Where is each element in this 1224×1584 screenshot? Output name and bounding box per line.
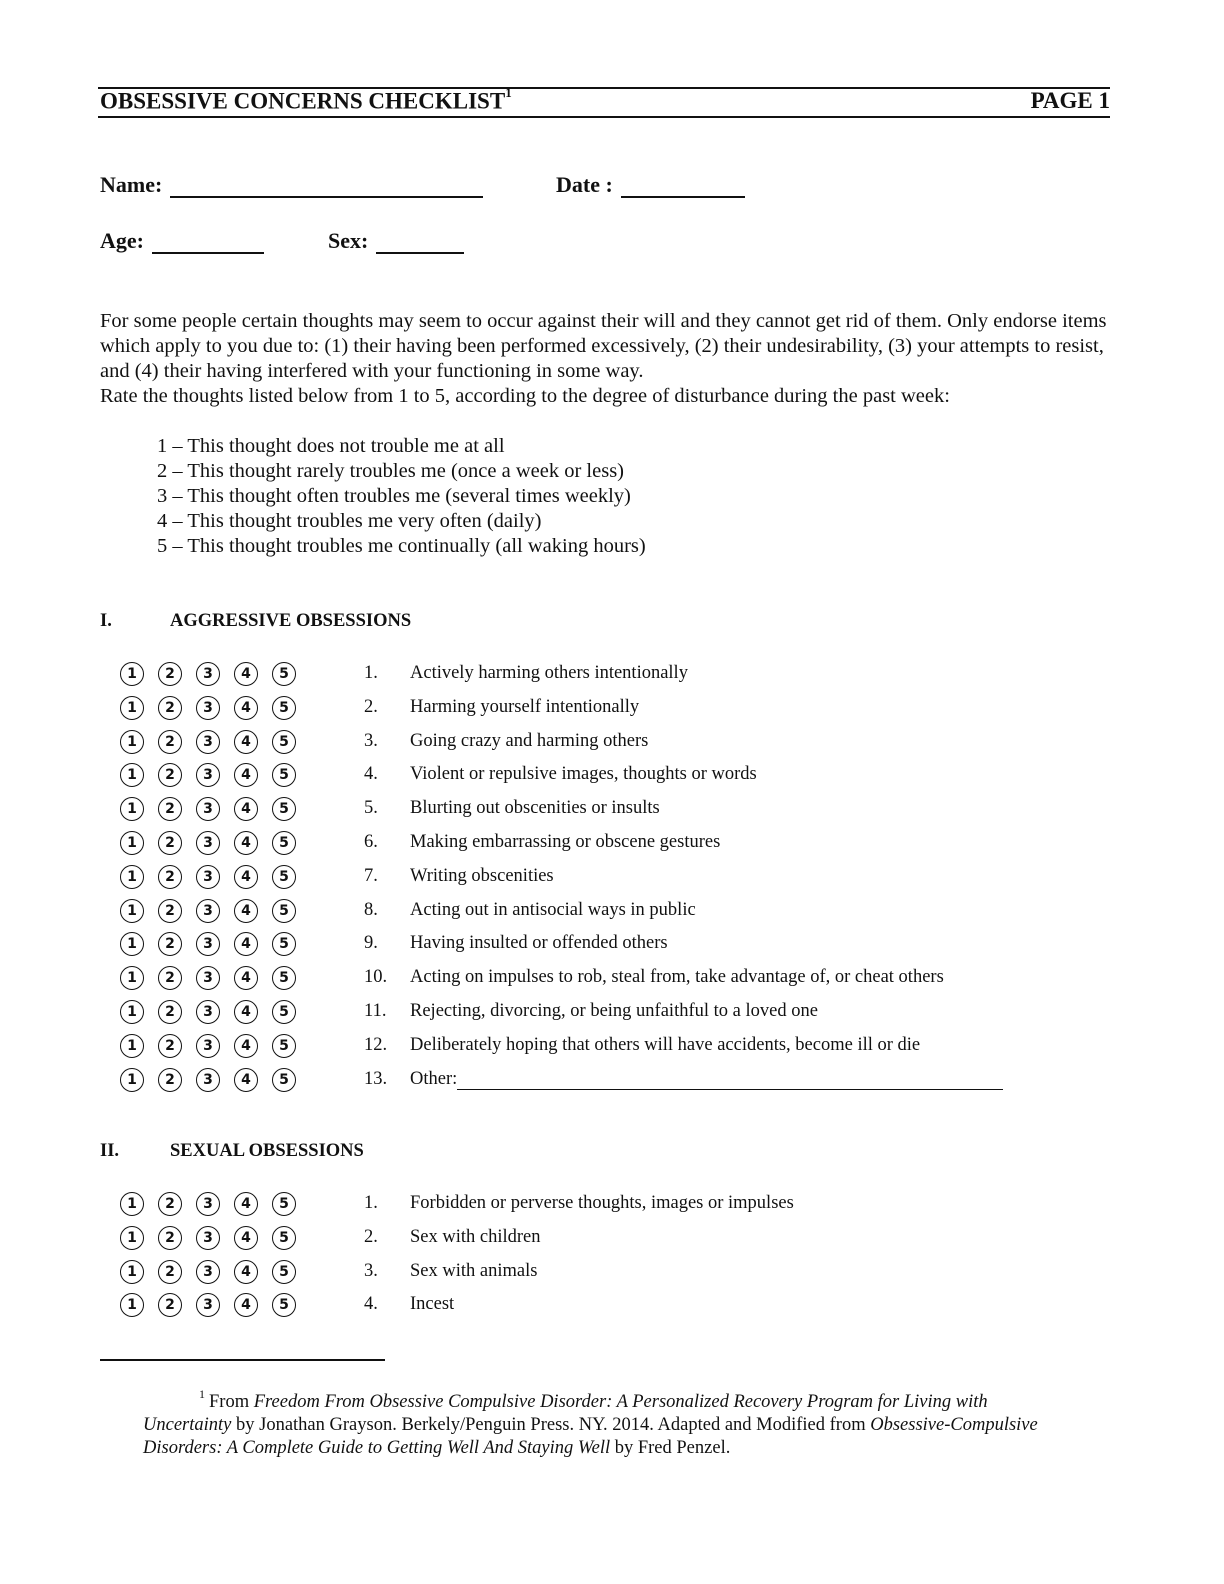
rating-option-3[interactable]: 3: [196, 1034, 220, 1058]
name-label: Name:: [100, 172, 163, 197]
rating-option-4[interactable]: 4: [234, 730, 258, 754]
section-numeral: I.: [100, 611, 112, 631]
rating-options: [120, 1068, 310, 1092]
rating-option-4[interactable]: 4: [234, 1260, 258, 1284]
rating-scale-legend: [157, 434, 646, 559]
item-number: 3.: [364, 731, 378, 751]
checklist-item-row: [120, 797, 1020, 827]
rating-options: [120, 797, 310, 821]
rating-options: [120, 1226, 310, 1250]
item-number: 1.: [364, 663, 378, 683]
rating-option-4[interactable]: 4: [234, 831, 258, 855]
item-text: Deliberately hoping that others will have accidents, become ill or die: [410, 1035, 921, 1055]
rating-option-4[interactable]: 4: [234, 1192, 258, 1216]
item-text: Having insulted or offended others: [410, 933, 668, 953]
rating-options: [120, 865, 310, 889]
rating-option-3[interactable]: 3: [196, 899, 220, 923]
item-number: 12.: [364, 1035, 388, 1055]
rating-options: [120, 1260, 310, 1284]
rating-option-1[interactable]: 1: [120, 831, 144, 855]
rating-option-5[interactable]: 5: [272, 1192, 296, 1216]
footnote-book-title: Obsessive-Compulsive Disorders: A Complete Guide to Getting Well And Staying Well: [143, 1415, 1038, 1459]
rating-option-4[interactable]: 4: [234, 865, 258, 889]
rating-option-1[interactable]: 1: [120, 1192, 144, 1216]
rating-options: [120, 763, 310, 787]
rating-options: [120, 662, 310, 686]
rating-option-2[interactable]: 2: [158, 662, 182, 686]
checklist-item-row: [120, 865, 1020, 895]
rating-option-3[interactable]: 3: [196, 966, 220, 990]
rating-option-4[interactable]: 4: [234, 763, 258, 787]
rating-option-5[interactable]: 5: [272, 932, 296, 956]
rating-options: [120, 932, 310, 956]
checklist-item-row: [120, 696, 1020, 726]
item-number: 11.: [364, 1001, 387, 1021]
checklist-item-row: [120, 1226, 1020, 1256]
rating-options: [120, 1293, 310, 1317]
header-bottom-rule: [98, 116, 1110, 118]
rating-option-5[interactable]: 5: [272, 763, 296, 787]
rating-option-2[interactable]: 2: [158, 1226, 182, 1250]
rating-option-1[interactable]: 1: [120, 899, 144, 923]
instructions-paragraph: For some people certain thoughts may seem to occur against their will and they cannot get rid of them. Only endorse items which apply to you due to: (1) their having been performed excessively, (2) their undesirability, (3) your attempts to resist, and (4) their having interfered with your functioning in some way.: [100, 310, 1107, 382]
rating-option-4[interactable]: 4: [234, 1000, 258, 1024]
rating-option-3[interactable]: 3: [196, 797, 220, 821]
rating-option-2[interactable]: 2: [158, 1260, 182, 1284]
scale-line: 1 – This thought does not trouble me at all: [157, 435, 505, 457]
scale-line: 2 – This thought rarely troubles me (once a week or less): [157, 460, 625, 482]
item-text: Making embarrassing or obscene gestures: [410, 832, 721, 852]
item-text: Acting on impulses to rob, steal from, take advantage of, or cheat others: [410, 967, 944, 987]
section-heading: [100, 611, 411, 632]
item-number: 6.: [364, 832, 378, 852]
item-number: 3.: [364, 1261, 378, 1281]
rating-option-5[interactable]: 5: [272, 966, 296, 990]
item-number: 7.: [364, 866, 378, 886]
item-text: Incest: [410, 1294, 455, 1314]
other-blank[interactable]: [457, 1071, 1003, 1090]
rating-option-1[interactable]: 1: [120, 1000, 144, 1024]
checklist-item-row: [120, 831, 1020, 861]
checklist-item-row: [120, 1000, 1020, 1030]
rating-option-2[interactable]: 2: [158, 1034, 182, 1058]
rating-option-4[interactable]: 4: [234, 1293, 258, 1317]
rating-option-1[interactable]: 1: [120, 1260, 144, 1284]
rating-option-5[interactable]: 5: [272, 1034, 296, 1058]
rating-option-2[interactable]: 2: [158, 966, 182, 990]
item-text: Rejecting, divorcing, or being unfaithful to a loved one: [410, 1001, 818, 1021]
rating-option-2[interactable]: 2: [158, 730, 182, 754]
footnote: [143, 1385, 1073, 1460]
rating-option-5[interactable]: 5: [272, 797, 296, 821]
rating-option-4[interactable]: 4: [234, 797, 258, 821]
item-text: Blurting out obscenities or insults: [410, 798, 660, 818]
rating-option-1[interactable]: 1: [120, 730, 144, 754]
rating-option-3[interactable]: 3: [196, 865, 220, 889]
rating-options: [120, 831, 310, 855]
section-numeral: II.: [100, 1141, 120, 1161]
rating-option-4[interactable]: 4: [234, 1226, 258, 1250]
item-number: 2.: [364, 697, 378, 717]
rating-option-3[interactable]: 3: [196, 763, 220, 787]
rating-options: [120, 1000, 310, 1024]
rating-option-5[interactable]: 5: [272, 1260, 296, 1284]
checklist-item-row: [120, 1260, 1020, 1290]
instructions: [100, 309, 1110, 409]
item-text: Sex with animals: [410, 1261, 538, 1281]
footnote-marker: 1: [199, 1387, 205, 1401]
item-number: 2.: [364, 1227, 378, 1247]
rating-option-1[interactable]: 1: [120, 1226, 144, 1250]
rating-option-5[interactable]: 5: [272, 662, 296, 686]
rating-option-2[interactable]: 2: [158, 899, 182, 923]
page-number: PAGE 1: [1030, 88, 1110, 113]
page-title: OBSESSIVE CONCERNS CHECKLIST$^1$: [100, 85, 512, 114]
rating-option-5[interactable]: 5: [272, 899, 296, 923]
item-text: Writing obscenities: [410, 866, 554, 886]
rating-option-5[interactable]: 5: [272, 1293, 296, 1317]
rating-option-1[interactable]: 1: [120, 662, 144, 686]
rating-option-2[interactable]: 2: [158, 797, 182, 821]
rating-option-2[interactable]: 2: [158, 1293, 182, 1317]
checklist-item-row: [120, 1293, 1020, 1323]
rating-option-3[interactable]: 3: [196, 932, 220, 956]
rating-option-1[interactable]: 1: [120, 763, 144, 787]
instructions-rate-line: Rate the thoughts listed below from 1 to 5, according to the degree of disturbance during the past week:: [100, 385, 950, 407]
item-text: Acting out in antisocial ways in public: [410, 900, 696, 920]
item-text: Other:: [410, 1069, 1003, 1090]
rating-option-3[interactable]: 3: [196, 662, 220, 686]
checklist-item-row: [120, 662, 1020, 692]
item-number: 9.: [364, 933, 378, 953]
rating-option-3[interactable]: 3: [196, 1293, 220, 1317]
rating-option-3[interactable]: 3: [196, 730, 220, 754]
item-text: Violent or repulsive images, thoughts or words: [410, 764, 757, 784]
scale-line: 3 – This thought often troubles me (several times weekly): [157, 485, 631, 507]
footnote-text: From: [209, 1392, 254, 1413]
rating-option-3[interactable]: 3: [196, 696, 220, 720]
checklist-item-row: [120, 899, 1020, 929]
rating-option-2[interactable]: 2: [158, 696, 182, 720]
rating-option-1[interactable]: 1: [120, 865, 144, 889]
rating-option-1[interactable]: 1: [120, 1293, 144, 1317]
rating-option-2[interactable]: 2: [158, 1068, 182, 1092]
name-field: [100, 172, 483, 198]
sex-blank[interactable]: [376, 230, 464, 254]
rating-option-3[interactable]: 3: [196, 1260, 220, 1284]
footnote-book-title: Freedom From Obsessive Compulsive Disorder: A Personalized Recovery Program for Living with Uncertainty: [143, 1392, 988, 1436]
rating-option-1[interactable]: 1: [120, 696, 144, 720]
footnote-text: by Jonathan Grayson. Berkely/Penguin Press. NY. 2014. Adapted and Modified from: [231, 1415, 871, 1436]
date-field: [556, 172, 745, 198]
rating-option-3[interactable]: 3: [196, 1192, 220, 1216]
rating-options: [120, 1192, 310, 1216]
rating-options: [120, 966, 310, 990]
item-number: 4.: [364, 764, 378, 784]
checklist-item-row: [120, 966, 1020, 996]
checklist-item-row: [120, 932, 1020, 962]
rating-options: [120, 730, 310, 754]
rating-options: [120, 1034, 310, 1058]
rating-option-1[interactable]: 1: [120, 932, 144, 956]
item-text: Harming yourself intentionally: [410, 697, 640, 717]
date-label: Date :: [556, 172, 613, 197]
rating-option-1[interactable]: 1: [120, 966, 144, 990]
checklist-item-row: [120, 1068, 1020, 1098]
rating-option-2[interactable]: 2: [158, 831, 182, 855]
section-title: AGGRESSIVE OBSESSIONS: [170, 611, 412, 631]
item-number: 13.: [364, 1069, 388, 1089]
scale-line: 4 – This thought troubles me very often (daily): [157, 510, 542, 532]
scale-line: 5 – This thought troubles me continually (all waking hours): [157, 535, 646, 557]
rating-option-4[interactable]: 4: [234, 662, 258, 686]
rating-option-4[interactable]: 4: [234, 1068, 258, 1092]
rating-option-5[interactable]: 5: [272, 1068, 296, 1092]
rating-option-2[interactable]: 2: [158, 865, 182, 889]
rating-option-1[interactable]: 1: [120, 1034, 144, 1058]
rating-option-5[interactable]: 5: [272, 1226, 296, 1250]
rating-option-1[interactable]: 1: [120, 797, 144, 821]
item-text: Going crazy and harming others: [410, 731, 649, 751]
item-number: 1.: [364, 1193, 378, 1213]
rating-option-1[interactable]: 1: [120, 1068, 144, 1092]
checklist-item-row: [120, 1192, 1020, 1222]
sex-label: Sex:: [328, 228, 369, 253]
age-blank[interactable]: [152, 230, 264, 254]
item-text: Forbidden or perverse thoughts, images or impulses: [410, 1193, 794, 1213]
section-title: SEXUAL OBSESSIONS: [170, 1141, 364, 1161]
rating-options: [120, 899, 310, 923]
item-number: 4.: [364, 1294, 378, 1314]
rating-option-3[interactable]: 3: [196, 1226, 220, 1250]
age-label: Age:: [100, 228, 144, 253]
rating-option-2[interactable]: 2: [158, 1000, 182, 1024]
rating-option-5[interactable]: 5: [272, 831, 296, 855]
rating-option-3[interactable]: 3: [196, 1000, 220, 1024]
checklist-item-row: [120, 730, 1020, 760]
date-blank[interactable]: [621, 174, 745, 198]
section-heading: [100, 1141, 364, 1162]
rating-option-3[interactable]: 3: [196, 1068, 220, 1092]
rating-option-4[interactable]: 4: [234, 1034, 258, 1058]
item-number: 10.: [364, 967, 388, 987]
rating-option-2[interactable]: 2: [158, 763, 182, 787]
rating-option-5[interactable]: 5: [272, 865, 296, 889]
item-number: 8.: [364, 900, 378, 920]
checklist-item-row: [120, 1034, 1020, 1064]
rating-option-5[interactable]: 5: [272, 696, 296, 720]
rating-option-4[interactable]: 4: [234, 696, 258, 720]
footnote-separator: [100, 1359, 385, 1361]
checklist-item-row: [120, 763, 1020, 793]
rating-option-2[interactable]: 2: [158, 1192, 182, 1216]
item-text: Actively harming others intentionally: [410, 663, 688, 683]
rating-option-5[interactable]: 5: [272, 730, 296, 754]
sex-field: [328, 228, 464, 254]
age-field: [100, 228, 264, 254]
rating-option-4[interactable]: 4: [234, 966, 258, 990]
rating-option-5[interactable]: 5: [272, 1000, 296, 1024]
rating-options: [120, 696, 310, 720]
item-number: 5.: [364, 798, 378, 818]
rating-option-3[interactable]: 3: [196, 831, 220, 855]
footnote-text: by Fred Penzel.: [610, 1438, 731, 1459]
rating-option-2[interactable]: 2: [158, 932, 182, 956]
rating-option-4[interactable]: 4: [234, 932, 258, 956]
rating-option-4[interactable]: 4: [234, 899, 258, 923]
title-footnote-marker: 1: [505, 85, 512, 100]
name-blank[interactable]: [170, 174, 483, 198]
item-text: Sex with children: [410, 1227, 541, 1247]
